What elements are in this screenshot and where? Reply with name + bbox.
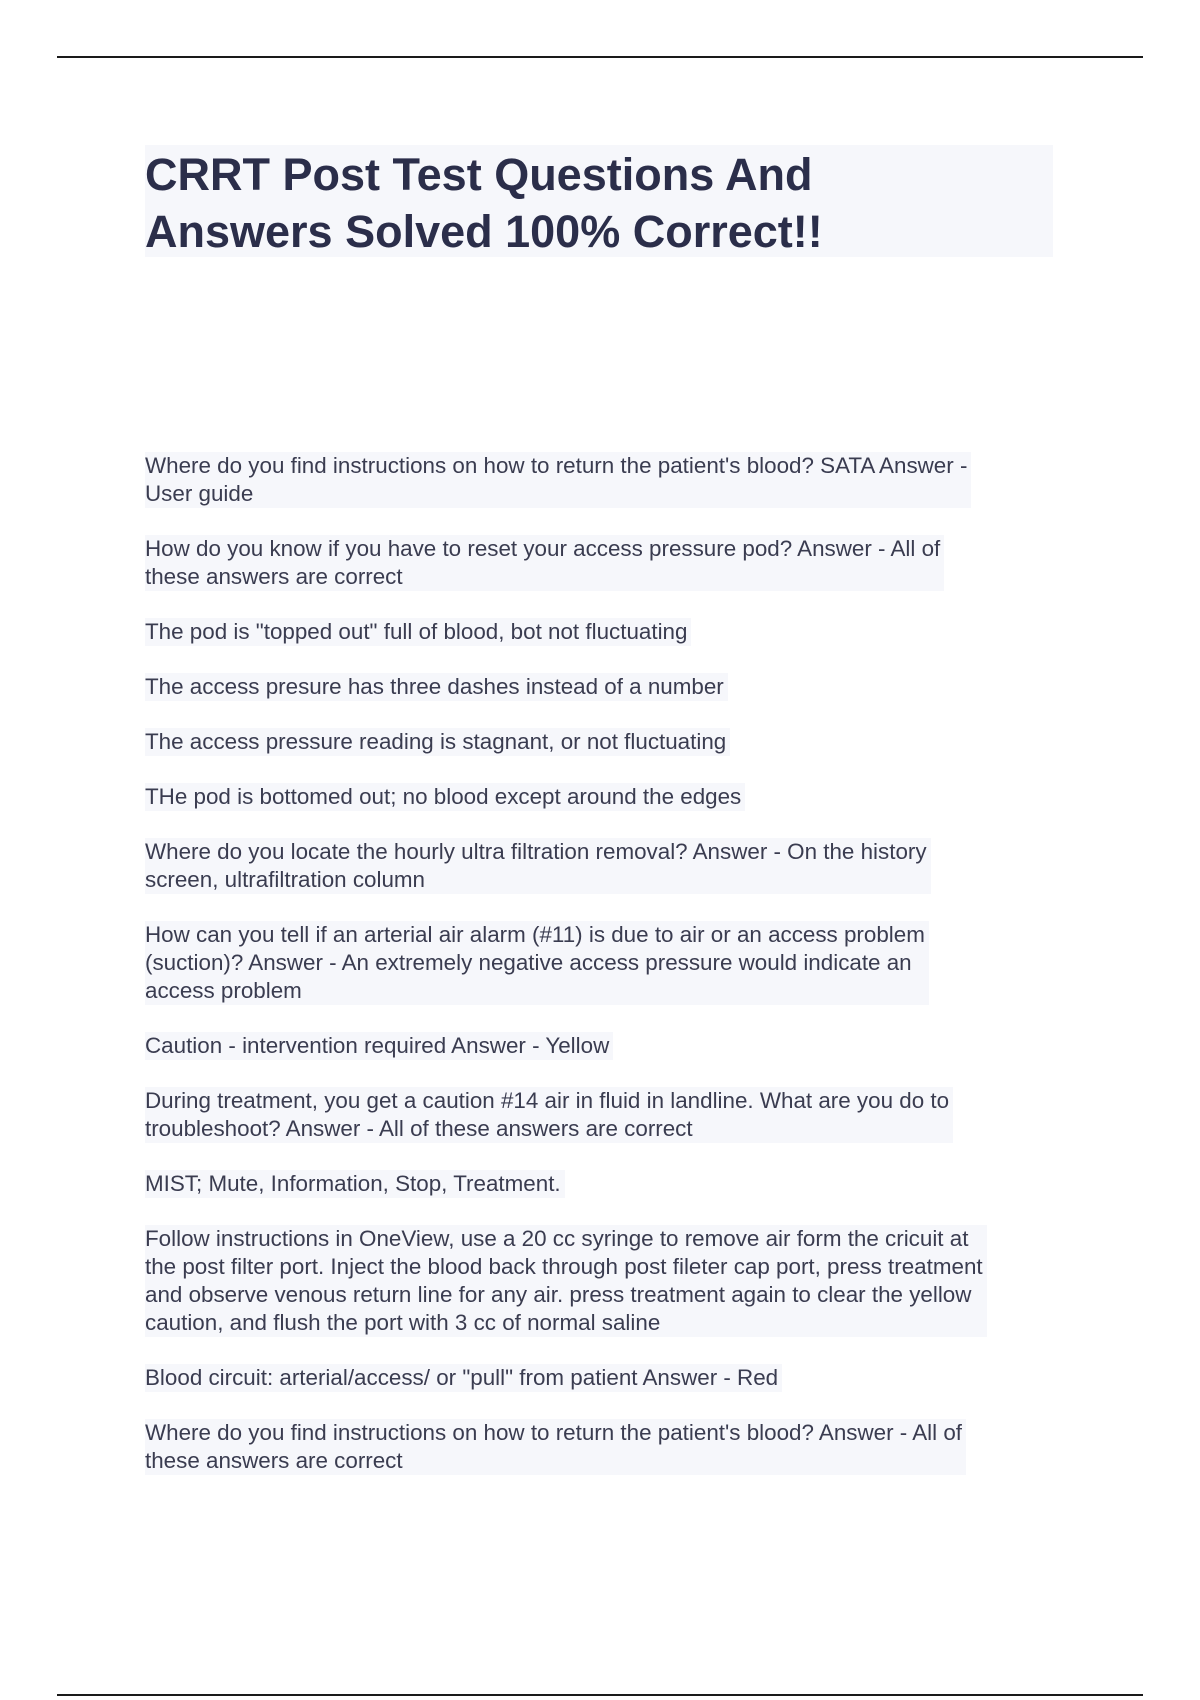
qa-paragraph: How can you tell if an arterial air alarm (#11) is due to air or an access problem (suction)? Answer - An extremely negative access pressure would indicate an access problem	[145, 921, 929, 1005]
question-answer-list	[145, 452, 1050, 1502]
qa-paragraph: THe pod is bottomed out; no blood except around the edges	[145, 783, 745, 811]
qa-paragraph: MIST; Mute, Information, Stop, Treatment.	[145, 1170, 565, 1198]
qa-paragraph: Where do you find instructions on how to return the patient's blood? Answer - All of these answers are correct	[145, 1419, 966, 1475]
qa-paragraph: During treatment, you get a caution #14 air in fluid in landline. What are you do to troubleshoot? Answer - All of these answers are correct	[145, 1087, 953, 1143]
qa-paragraph: Where do you find instructions on how to return the patient's blood? SATA Answer - User guide	[145, 452, 971, 508]
qa-paragraph: Blood circuit: arterial/access/ or "pull" from patient Answer - Red	[145, 1364, 782, 1392]
qa-paragraph: The access pressure reading is stagnant, or not fluctuating	[145, 728, 730, 756]
title-line-1: CRRT Post Test Questions And	[145, 149, 813, 200]
top-rule	[57, 56, 1143, 58]
bottom-rule	[57, 1694, 1143, 1696]
qa-paragraph: Where do you locate the hourly ultra filtration removal? Answer - On the history screen, ultrafiltration column	[145, 838, 931, 894]
qa-paragraph: Caution - intervention required Answer - Yellow	[145, 1032, 613, 1060]
page-title	[145, 146, 1025, 260]
qa-paragraph: How do you know if you have to reset your access pressure pod? Answer - All of these answers are correct	[145, 535, 944, 591]
qa-paragraph: The pod is "topped out" full of blood, bot not fluctuating	[145, 618, 691, 646]
qa-paragraph: The access presure has three dashes instead of a number	[145, 673, 728, 701]
title-line-2: Answers Solved 100% Correct!!	[145, 206, 823, 257]
qa-paragraph: Follow instructions in OneView, use a 20 cc syringe to remove air form the cricuit at the post filter port. Inject the blood back through post fileter cap port, press treatment and observe venous return line for any air. press treatment again to clear the yellow caution, and flush the port with 3 cc of normal saline	[145, 1225, 987, 1337]
